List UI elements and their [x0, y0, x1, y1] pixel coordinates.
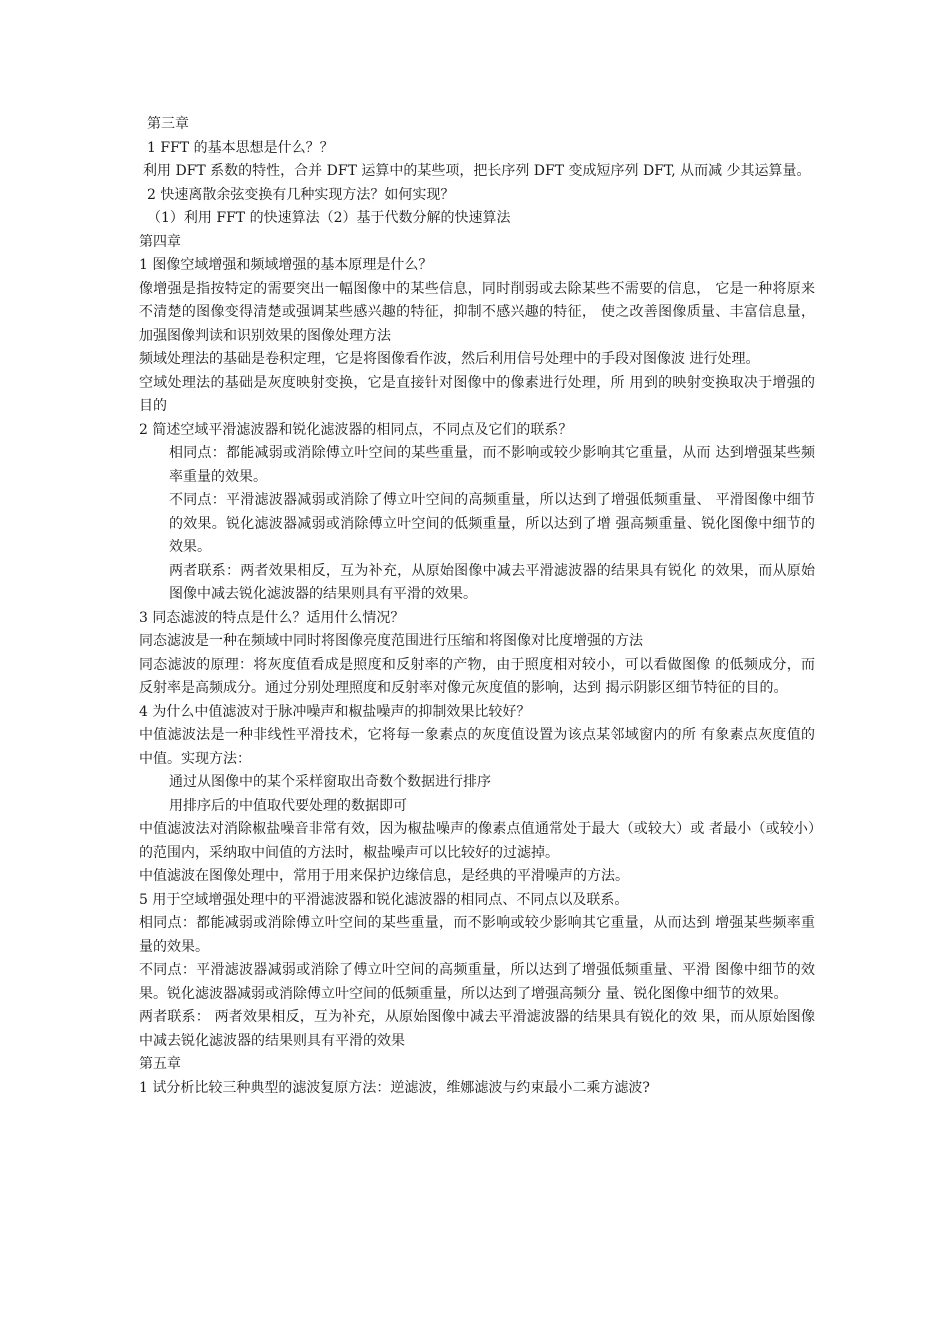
ch4-answer-1-paragraph-1: 像增强是指按特定的需要突出一幅图像中的某些信息，同时削弱或去除某些不需要的信息， 它是一种将原来不清楚的图像变得清楚或强调某些感兴趣的特征，抑制不感兴趣的特征， 使之改善图像质量、丰富信息量，加强图像判读和识别效果的图像处理方法	[139, 280, 815, 344]
chapter-3-title: 第三章	[147, 116, 189, 132]
ch3-question-2: 2 快速离散余弦变换有几种实现方法？如何实现？	[147, 186, 455, 203]
ch4-answer-5-relation: 两者联系： 两者效果相反，互为补充，从原始图像中减去平滑滤波器的结果具有锐化的效 果，而从原始图像中减去锐化滤波器的结果则具有平滑的效果	[139, 1009, 815, 1049]
ch4-answer-2-diff: 不同点：平滑滤波器减弱或消除了傅立叶空间的高频重量，所以达到了增强低频重量、 平滑图像中细节的效果。锐化滤波器减弱或消除傅立叶空间的低频重量，所以达到了增 强高频重量、锐化图像中细节的效果。	[169, 492, 815, 555]
ch4-question-3: 3 同态滤波的特点是什么？适用什么情况？	[139, 609, 405, 626]
ch3-question-1: 1 FFT 的基本思想是什么？？	[147, 139, 334, 156]
ch4-answer-4-step-2: 用排序后的中值取代要处理的数据即可	[169, 797, 407, 814]
ch4-question-4: 4 为什么中值滤波对于脉冲噪声和椒盐噪声的抑制效果比较好？	[139, 703, 531, 720]
ch4-answer-3-paragraph-2: 同态滤波的原理：将灰度值看成是照度和反射率的产物，由于照度相对较小，可以看做图像 的低频成分，而反射率是高频成分。通过分别处理照度和反射率对像元灰度值的影响，达到 揭示阴影区细节特征的目的。	[139, 656, 815, 696]
ch4-answer-5-diff: 不同点：平滑滤波器减弱或消除了傅立叶空间的高频重量，所以达到了增强低频重量、平滑 图像中细节的效果。锐化滤波器减弱或消除傅立叶空间的低频重量，所以达到了增强高频分 量、锐化图像中细节的效果。	[139, 962, 815, 1002]
chapter-5-title: 第五章	[139, 1056, 181, 1072]
ch4-answer-2-relation: 两者联系：两者效果相反，互为补充，从原始图像中减去平滑滤波器的结果具有锐化 的效果，而从原始图像中减去锐化滤波器的结果则具有平滑的效果。	[169, 562, 815, 602]
ch4-answer-4-paragraph-1: 中值滤波法是一种非线性平滑技术，它将每一象素点的灰度值设置为该点某邻域窗内的所 有象素点灰度值的中值。实现方法：	[139, 727, 815, 767]
ch4-answer-1-paragraph-3: 空域处理法的基础是灰度映射变换，它是直接针对图像中的像素进行处理，所 用到的映射变换取决于增强的目的	[139, 374, 815, 414]
ch4-answer-3-paragraph-1: 同态滤波是一种在频域中同时将图像亮度范围进行压缩和将图像对比度增强的方法	[139, 633, 643, 649]
ch4-answer-5-same: 相同点：都能减弱或消除傅立叶空间的某些重量，而不影响或较少影响其它重量，从而达到 增强某些频率重量的效果。	[139, 915, 815, 955]
ch4-answer-2-same: 相同点：都能减弱或消除傅立叶空间的某些重量，而不影响或较少影响其它重量，从而 达到增强某些频率重量的效果。	[169, 445, 815, 485]
ch3-answer-2: （1）利用 FFT 的快速算法（2）基于代数分解的快速算法	[147, 210, 511, 226]
ch4-answer-4-paragraph-3: 中值滤波在图像处理中，常用于用来保护边缘信息，是经典的平滑噪声的方法。	[139, 868, 629, 884]
ch4-question-1: 1 图像空域增强和频域增强的基本原理是什么？	[139, 257, 433, 273]
document-body	[139, 113, 815, 1100]
ch5-question-1: 1 试分析比较三种典型的滤波复原方法：逆滤波，维娜滤波与约束最小二乘方滤波?	[139, 1079, 650, 1096]
ch4-answer-4-step-1: 通过从图像中的某个采样窗取出奇数个数据进行排序	[169, 774, 491, 790]
ch4-question-5: 5 用于空域增强处理中的平滑滤波器和锐化滤波器的相同点、不同点以及联系。	[139, 891, 629, 908]
ch4-answer-1-paragraph-2: 频域处理法的基础是卷积定理，它是将图像看作波，然后利用信号处理中的手段对图像波 进行处理。	[139, 351, 760, 367]
ch4-question-2: 2 简述空域平滑滤波器和锐化滤波器的相同点，不同点及它们的联系？	[139, 421, 573, 438]
ch4-answer-4-paragraph-2: 中值滤波法对消除椒盐噪音非常有效，因为椒盐噪声的像素点值通常处于最大（或较大）或 者最小（或较小）的范围内，采纳取中间值的方法时，椒盐噪声可以比较好的过滤掉。	[139, 821, 815, 861]
ch3-answer-1: 利用 DFT 系数的特性，合并 DFT 运算中的某些项，把长序列 DFT 变成短序列 DFT, 从而减 少其运算量。	[143, 163, 811, 179]
chapter-4-title: 第四章	[139, 233, 181, 250]
